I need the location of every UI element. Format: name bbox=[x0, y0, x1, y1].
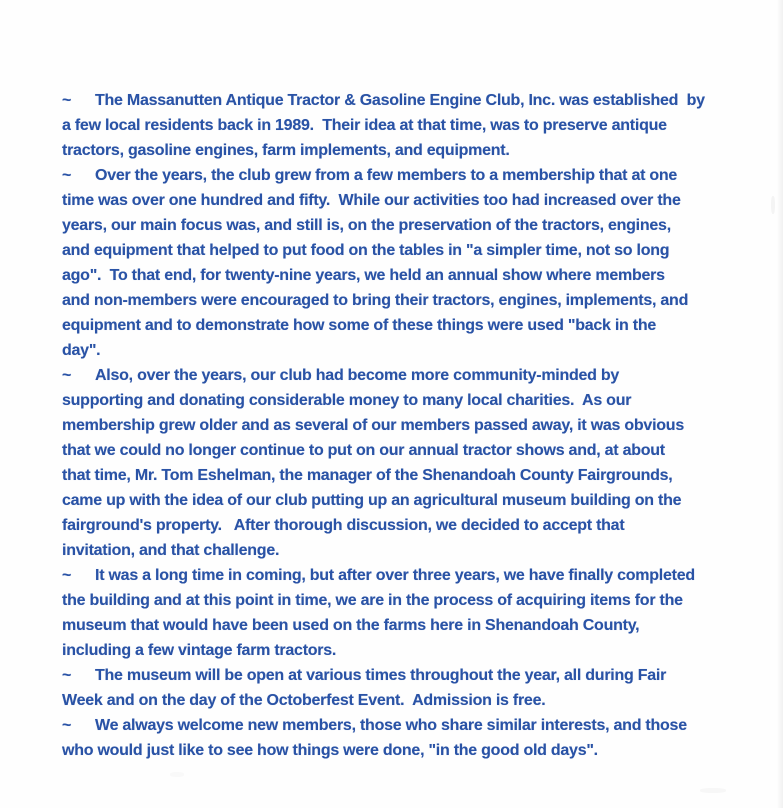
tilde-bullet: ~ bbox=[62, 167, 72, 184]
text-line-content: The Massanutten Antique Tractor & Gasoline Engine Club, Inc. was established by bbox=[95, 92, 705, 109]
tilde-bullet: ~ bbox=[62, 367, 72, 384]
text-line-content: day". bbox=[62, 342, 101, 359]
text-line-content: It was a long time in coming, but after over three years, we have finally completed bbox=[95, 567, 695, 584]
scan-artifact bbox=[170, 772, 184, 777]
text-line-content: the building and at this point in time, we are in the process of acquiring items for the bbox=[62, 592, 683, 609]
text-line bbox=[62, 513, 742, 538]
text-line bbox=[62, 538, 742, 563]
text-line-content: time was over one hundred and fifty. While our activities too had increased over the bbox=[62, 192, 681, 209]
text-line bbox=[62, 238, 742, 263]
text-line bbox=[62, 338, 742, 363]
paragraph bbox=[62, 163, 742, 363]
text-line-content: invitation, and that challenge. bbox=[62, 542, 280, 559]
text-line bbox=[62, 463, 742, 488]
text-line bbox=[62, 363, 742, 388]
text-line bbox=[62, 88, 742, 113]
text-line-content: that time, Mr. Tom Eshelman, the manager of the Shenandoah County Fairgrounds, bbox=[62, 467, 673, 484]
text-line bbox=[62, 688, 742, 713]
text-line-content: ago". To that end, for twenty-nine years, we held an annual show where members bbox=[62, 267, 665, 284]
text-line bbox=[62, 213, 742, 238]
text-line bbox=[62, 713, 742, 738]
text-line bbox=[62, 313, 742, 338]
text-line-content: equipment and to demonstrate how some of these things were used "back in the bbox=[62, 317, 657, 334]
text-line bbox=[62, 488, 742, 513]
text-line-content: membership grew older and as several of our members passed away, it was obvious bbox=[62, 417, 684, 434]
text-line-content: a few local residents back in 1989. Their idea at that time, was to preserve antique bbox=[62, 117, 667, 134]
text-line bbox=[62, 288, 742, 313]
text-line bbox=[62, 613, 742, 638]
text-line bbox=[62, 413, 742, 438]
scan-artifact bbox=[771, 196, 775, 214]
text-line-content: and non-members were encouraged to bring their tractors, engines, implements, and bbox=[62, 292, 689, 309]
text-line bbox=[62, 388, 742, 413]
text-line-content: came up with the idea of our club putting up an agricultural museum building on the bbox=[62, 492, 682, 509]
text-line bbox=[62, 563, 742, 588]
paragraph bbox=[62, 663, 742, 713]
paragraph bbox=[62, 88, 742, 163]
tilde-bullet: ~ bbox=[62, 717, 72, 734]
text-line bbox=[62, 438, 742, 463]
text-line-content: fairground's property. After thorough discussion, we decided to accept that bbox=[62, 517, 625, 534]
document-text bbox=[62, 88, 742, 763]
text-line-content: supporting and donating considerable money to many local charities. As our bbox=[62, 392, 632, 409]
tilde-bullet: ~ bbox=[62, 667, 72, 684]
text-line-content: Also, over the years, our club had become more community-minded by bbox=[95, 367, 620, 384]
text-line bbox=[62, 188, 742, 213]
text-line bbox=[62, 263, 742, 288]
text-line-content: years, our main focus was, and still is, on the preservation of the tractors, engines, bbox=[62, 217, 671, 234]
text-line-content: museum that would have been used on the farms here in Shenandoah County, bbox=[62, 617, 640, 634]
paragraph bbox=[62, 563, 742, 663]
paragraph bbox=[62, 713, 742, 763]
tilde-bullet: ~ bbox=[62, 567, 72, 584]
text-line-content: tractors, gasoline engines, farm implements, and equipment. bbox=[62, 142, 510, 159]
text-line-content: and equipment that helped to put food on the tables in "a simpler time, not so long bbox=[62, 242, 670, 259]
text-line bbox=[62, 163, 742, 188]
text-line-content: who would just like to see how things were done, "in the good old days". bbox=[62, 742, 598, 759]
text-line-content: Over the years, the club grew from a few members to a membership that at one bbox=[95, 167, 678, 184]
text-line bbox=[62, 113, 742, 138]
text-line bbox=[62, 738, 742, 763]
text-line-content: including a few vintage farm tractors. bbox=[62, 642, 337, 659]
scan-edge-shade bbox=[777, 0, 783, 808]
text-line bbox=[62, 663, 742, 688]
text-line bbox=[62, 638, 742, 663]
text-line-content: The museum will be open at various times throughout the year, all during Fair bbox=[95, 667, 667, 684]
text-line-content: We always welcome new members, those who share similar interests, and those bbox=[95, 717, 687, 734]
scan-artifact bbox=[700, 788, 726, 793]
tilde-bullet: ~ bbox=[62, 92, 72, 109]
text-line bbox=[62, 588, 742, 613]
text-line-content: that we could no longer continue to put on our annual tractor shows and, at about bbox=[62, 442, 665, 459]
text-line bbox=[62, 138, 742, 163]
text-line-content: Week and on the day of the Octoberfest Event. Admission is free. bbox=[62, 692, 546, 709]
paragraph bbox=[62, 363, 742, 563]
